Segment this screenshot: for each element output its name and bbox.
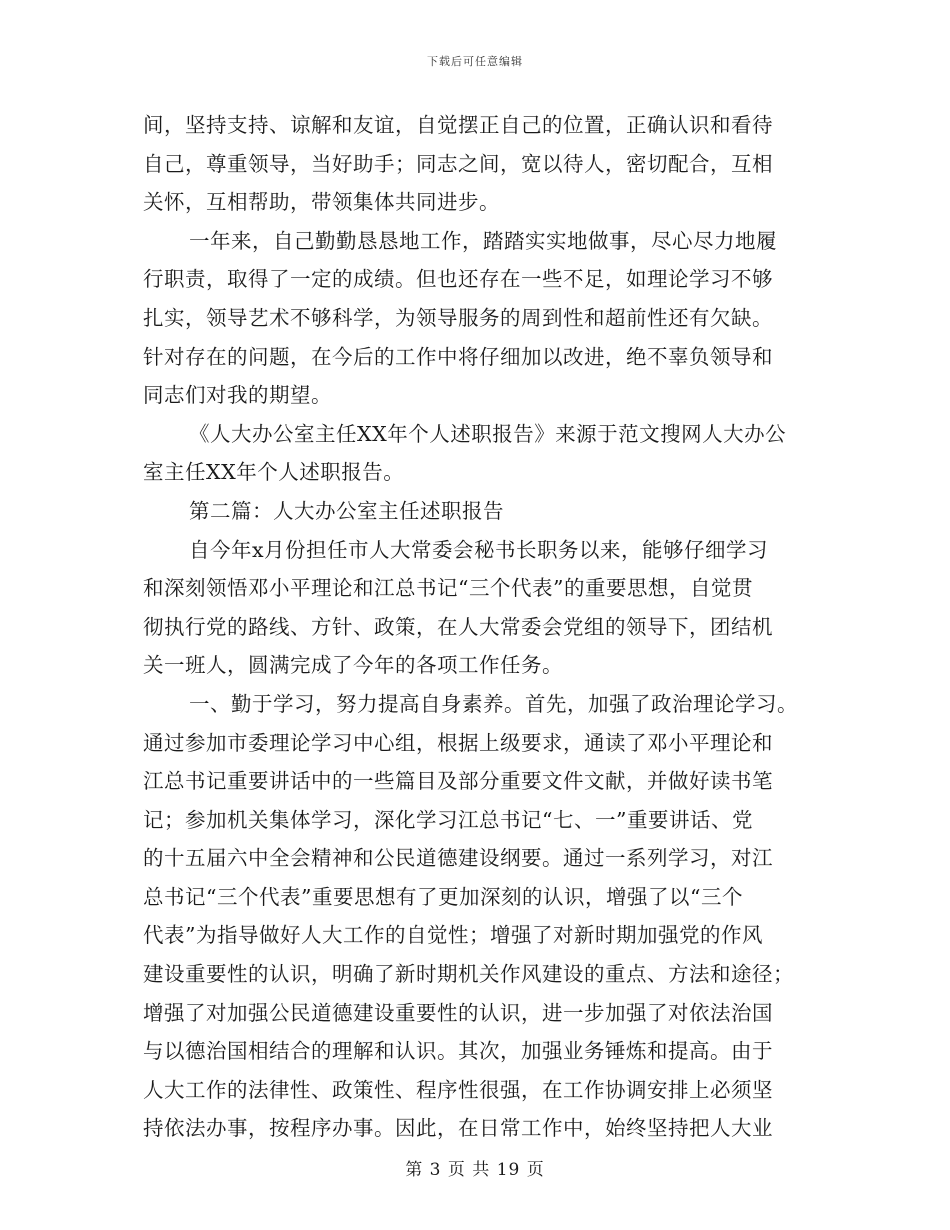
text-line: 的十五届六中全会精神和公民道德建设纲要。通过一系列学习，对江 <box>143 846 773 871</box>
page-number-footer: 第 3 页 共 19 页 <box>405 1160 545 1180</box>
text-line: 总书记“三个代表”重要思想有了更加深刻的认识，增强了以“三个 <box>143 884 743 909</box>
text-line: 建设重要性的认识，明确了新时期机关作风建设的重点、方法和途径； <box>143 962 794 987</box>
text-line: 代表”为指导做好人大工作的自觉性；增强了对新时期加强党的作风 <box>143 923 763 948</box>
document-body <box>143 106 808 1148</box>
text-line: 人大工作的法律性、政策性、程序性很强，在工作协调安排上必须坚 <box>143 1077 773 1102</box>
text-line: 江总书记重要讲话中的一些篇目及部分重要文件文献，并做好读书笔 <box>143 769 773 794</box>
text-line: 扎实，领导艺术不够科学，为领导服务的周到性和超前性还有欠缺。 <box>143 305 773 330</box>
page-header-note: 下载后可任意编辑 <box>427 55 523 68</box>
text-line: 一年来，自己勤勤恳恳地工作，踏踏实实地做事，尽心尽力地履 <box>189 228 777 253</box>
text-line: 关一班人，圆满完成了今年的各项工作任务。 <box>143 653 563 678</box>
text-line: 增强了对加强公民道德建设重要性的认识，进一步加强了对依法治国 <box>143 1000 773 1025</box>
text-line: 自今年x月份担任市人大常委会秘书长职务以来，能够仔细学习 <box>189 537 769 562</box>
text-line: 自己，尊重领导，当好助手；同志之间，宽以待人，密切配合，互相 <box>143 151 773 176</box>
text-line: 和深刻领悟邓小平理论和江总书记“三个代表”的重要思想，自觉贯 <box>143 576 753 601</box>
text-line: 记；参加机关集体学习，深化学习江总书记“七、一”重要讲话、党 <box>143 807 753 832</box>
text-line: 第二篇：人大办公室主任述职报告 <box>189 498 504 523</box>
text-line: 《人大办公室主任XX年个人述职报告》来源于范文搜网人大办公 <box>189 421 787 446</box>
text-line: 关怀，互相帮助，带领集体共同进步。 <box>143 190 500 215</box>
text-line: 行职责，取得了一定的成绩。但也还存在一些不足，如理论学习不够 <box>143 267 773 292</box>
text-line: 一、勤于学习，努力提高自身素养。首先，加强了政治理论学习。 <box>189 691 798 716</box>
text-line: 与以德治国相结合的理解和认识。其次，加强业务锤炼和提高。由于 <box>143 1039 773 1064</box>
text-line: 同志们对我的期望。 <box>143 383 332 408</box>
text-line: 室主任XX年个人述职报告。 <box>143 460 405 485</box>
text-line: 持依法办事，按程序办事。因此，在日常工作中，始终坚持把人大业 <box>143 1116 773 1141</box>
text-line: 彻执行党的路线、方针、政策，在人大常委会党组的领导下，团结机 <box>143 614 773 639</box>
text-line: 针对存在的问题，在今后的工作中将仔细加以改进，绝不辜负领导和 <box>143 344 773 369</box>
text-line: 间，坚持支持、谅解和友谊，自觉摆正自己的位置，正确认识和看待 <box>143 113 773 137</box>
text-line: 通过参加市委理论学习中心组，根据上级要求，通读了邓小平理论和 <box>143 730 773 755</box>
